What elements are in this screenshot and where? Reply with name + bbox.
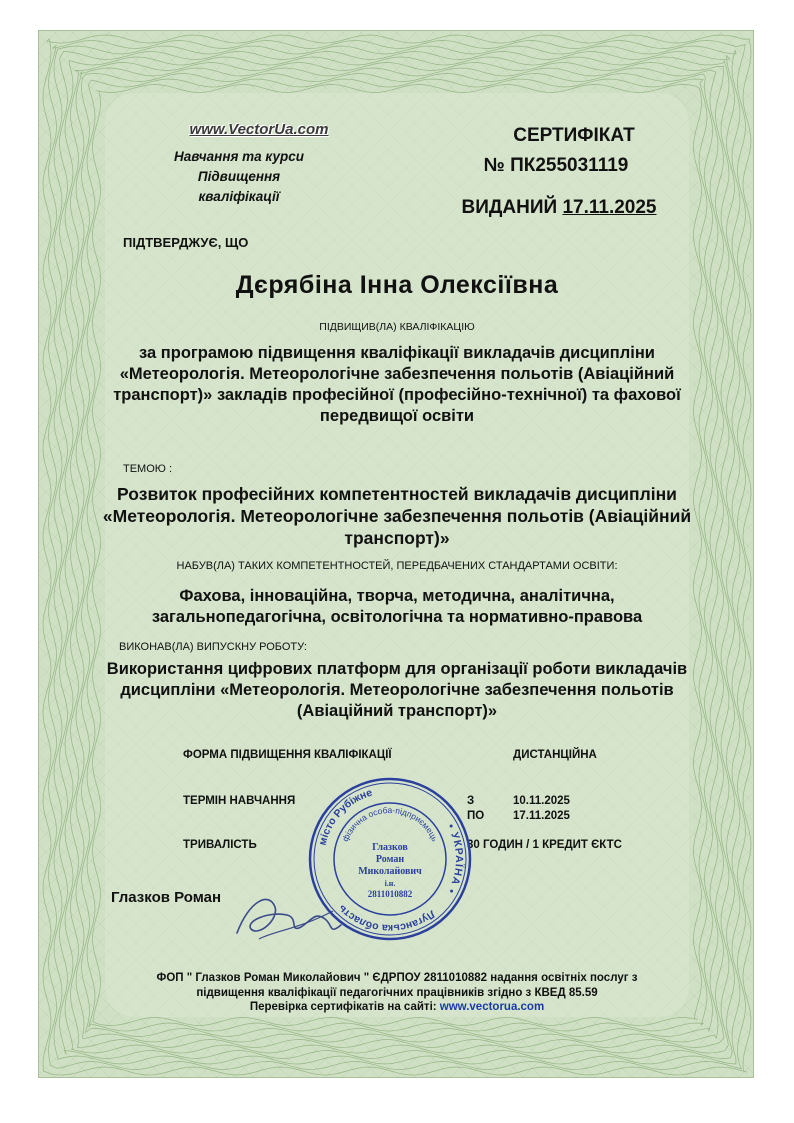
certificate-number: № ПК255031119 [483,155,629,176]
stamp-entity-type: фізична особа-підприємець [339,804,441,843]
stamp-name-1: Глазков [372,842,408,853]
signer-name: Глазков Роман [111,889,222,906]
competencies-label: НАБУВ(ЛА) ТАКИХ КОМПЕТЕНТНОСТЕЙ, ПЕРЕДБАЧЕНИХ СТАНДАРТАМИ ОСВІТИ: [176,560,618,572]
stamp-region: Луганська область [335,902,438,935]
qualification-label: ПІДВИЩИВ(ЛА) КВАЛІФІКАЦІЮ [319,321,475,333]
competencies-text: Фахова, інноваційна, творча, методична, аналітична, загальнопедагогічна, освітологічна та нормативно-правова [151,587,643,626]
issued-label: ВИДАНИЙ [461,197,558,218]
course-line-1: Навчання та курси [174,149,304,164]
course-caption [149,147,329,207]
course-line-3: кваліфікації [198,189,280,204]
stamp-id-number: 2811010882 [367,889,413,899]
issued-date: 17.11.2025 [562,197,657,218]
topic-text: Розвиток професійних компетентностей викладачів дисципліни «Метеорологія. Метеорологічне забезпечення польотів (Авіаційний транспорт)» [102,484,692,548]
topic-label: ТЕМОЮ : [123,463,173,475]
footer-check-label: Перевірка сертифікатів на сайті: [249,1001,437,1013]
official-stamp [307,776,473,942]
term-to-date: 17.11.2025 [513,810,570,822]
course-line-2: Підвищення [197,169,281,184]
term-label: ТЕРМІН НАВЧАННЯ [183,795,296,807]
stamp-id-label: і.н. [384,879,396,888]
svg-text:• УКРАЇНА • [445,822,466,896]
duration-label: ТРИВАЛІСТЬ [183,839,257,851]
site-logo-text: www.VectorUa.com [189,121,329,138]
certificate-sheet [38,30,754,1078]
confirms-label: ПІДТВЕРДЖУЄ, ЩО [123,235,249,250]
work-label: ВИКОНАВ(ЛА) ВИПУСКНУ РОБОТУ: [119,641,307,653]
footer-website-link[interactable]: www.vectorua.com [439,1001,545,1013]
footer-line-1: ФОП " Глазков Роман Миколайович " ЄДРПОУ 2811010882 надання освітніх послуг з [156,972,638,984]
stamp-city: місто Рубіжне [316,786,374,847]
issued-line [409,197,709,219]
term-to-label: ПО [467,810,485,822]
stamp-name-2: Роман [375,854,405,865]
footer [99,971,695,1015]
duration-value: 30 ГОДИН / 1 КРЕДИТ ЄКТС [467,839,622,851]
work-text: Використання цифрових платформ для організації роботи викладачів дисципліни «Метеорологія. Метеорологічне забезпечення польотів (Авіаційний транспорт)» [106,660,688,720]
term-from-date: 10.11.2025 [513,795,570,807]
footer-line-3 [99,1000,695,1015]
program-text: за програмою підвищення кваліфікації викладачів дисципліни «Метеорологія. Метеорологічне забезпечення польотів (Авіаційний транспорт)» закладів професійної (професійно-технічної) та фахової передвищої освіти [113,344,681,425]
footer-line-2: підвищення кваліфікації педагогічних працівників згідно з КВЕД 85.59 [196,986,598,999]
stamp-name-3: Миколайович [358,866,422,877]
recipient-name: Дєрябіна Інна Олексіївна [235,271,559,299]
certificate-title: СЕРТИФІКАТ [513,125,635,146]
svg-text:фізична особа-підприємець [340,805,440,843]
term-from-label: З [467,795,475,807]
form-value: ДИСТАНЦІЙНА [513,749,597,761]
stamp-country: • УКРАЇНА • [444,821,466,897]
form-label: ФОРМА ПІДВИЩЕННЯ КВАЛІФІКАЦІЇ [183,749,392,761]
